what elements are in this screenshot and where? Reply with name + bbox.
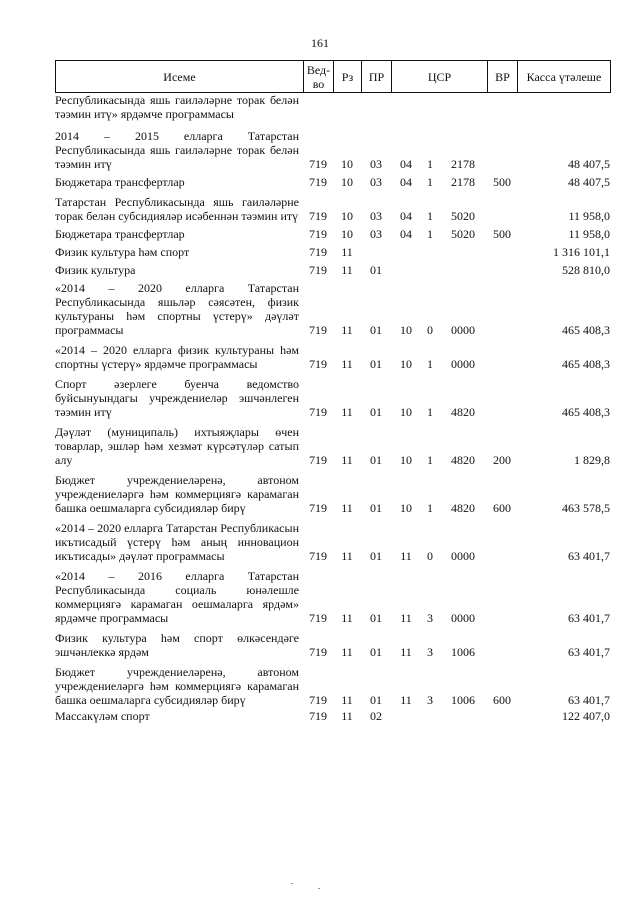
row-rz: 11	[341, 709, 353, 723]
row-amount: 465 408,3	[562, 323, 610, 337]
row-csr-code: 4820	[451, 453, 475, 467]
row-vr	[487, 189, 517, 223]
scan-speck	[291, 883, 293, 884]
row-csr-program	[391, 259, 421, 277]
table-row	[55, 563, 610, 625]
row-amount: 63 401,7	[568, 645, 610, 659]
row-pr: 02	[370, 709, 382, 723]
row-rz: 11	[341, 549, 353, 563]
row-vr: 500	[493, 175, 511, 189]
row-ved: 719	[309, 175, 327, 189]
row-csr-program: 10	[400, 357, 412, 371]
row-csr-subprogram: 0	[427, 549, 433, 563]
table-row	[55, 171, 610, 189]
table-row	[55, 659, 610, 707]
col-header-name: Исеме	[56, 61, 304, 93]
row-ved: 719	[309, 245, 327, 259]
row-vr	[487, 241, 517, 259]
row-name: Бюджет учреждениеләренә, автоном учреждениеләргә һәм коммерциягә карамаган башка оешмаларга субсидияләр бирү	[55, 473, 299, 515]
row-csr-subprogram	[421, 707, 439, 723]
row-csr-subprogram: 1	[427, 157, 433, 171]
row-csr-code	[439, 259, 487, 277]
col-header-vr: ВР	[488, 61, 518, 93]
table-header	[55, 60, 611, 93]
row-name: «2014 – 2020 елларга Татарстан Республикасында яшьләр сәясәтен, физик культураны һәм спортны үстерү» дәүләт программасы	[55, 281, 299, 337]
row-csr-subprogram: 1	[427, 405, 433, 419]
row-name: Спорт әзерлеге буенча ведомство буйсынуындагы учреждениеләр эшчәнлеген тәэмин итү	[55, 377, 299, 419]
row-ved: 719	[309, 405, 327, 419]
row-csr-code	[439, 241, 487, 259]
row-pr: 03	[370, 157, 382, 171]
row-csr-program: 04	[400, 157, 412, 171]
row-csr-program: 04	[400, 175, 412, 189]
row-csr-subprogram: 1	[427, 357, 433, 371]
row-name: «2014 – 2016 елларга Татарстан Республикасында социаль юнәлешле коммерциягә карамаган оешмаларга ярдәм» ярдәмче программасы	[55, 569, 299, 625]
row-rz	[333, 93, 361, 121]
row-name: Дәүләт (муниципаль) ихтыяҗлары өчен товарлар, эшләр һәм хезмәт күрсәтүләр сатып алу	[55, 425, 299, 467]
row-amount: 48 407,5	[568, 157, 610, 171]
row-csr-code: 1006	[451, 693, 475, 707]
row-csr-subprogram: 1	[427, 501, 433, 515]
row-vr	[487, 259, 517, 277]
table-row	[55, 371, 610, 419]
row-vr	[487, 337, 517, 371]
table-row	[55, 189, 610, 223]
row-csr-subprogram: 1	[427, 209, 433, 223]
row-name: «2014 – 2020 елларга Татарстан Республикасын икътисадый үстерү һәм аның инновацион икътисады» дәүләт программасы	[55, 521, 299, 563]
row-rz: 11	[341, 245, 353, 259]
row-rz: 11	[341, 357, 353, 371]
row-pr	[361, 241, 391, 259]
row-amount: 11 958,0	[568, 209, 610, 223]
row-csr-code	[439, 707, 487, 723]
row-csr-code: 2178	[451, 175, 475, 189]
row-ved	[303, 93, 333, 121]
row-csr-subprogram: 0	[427, 323, 433, 337]
row-vr	[487, 371, 517, 419]
row-amount: 11 958,0	[568, 227, 610, 241]
row-ved: 719	[309, 357, 327, 371]
row-rz: 10	[341, 209, 353, 223]
row-csr-subprogram: 1	[427, 175, 433, 189]
row-csr-subprogram	[421, 259, 439, 277]
row-rz: 10	[341, 157, 353, 171]
row-ved: 719	[309, 501, 327, 515]
row-ved: 719	[309, 157, 327, 171]
budget-table	[55, 93, 610, 723]
table-row	[55, 707, 610, 723]
row-amount: 465 408,3	[562, 357, 610, 371]
row-name: Республикасында яшь гаиләләрне торак белән тәэмин итү» ярдәмче программасы	[55, 93, 299, 121]
row-csr-subprogram	[421, 93, 439, 121]
row-csr-subprogram: 1	[427, 453, 433, 467]
row-pr: 03	[370, 209, 382, 223]
row-amount: 63 401,7	[568, 693, 610, 707]
table-row	[55, 223, 610, 241]
table-row	[55, 625, 610, 659]
row-ved: 719	[309, 263, 327, 277]
row-rz: 11	[341, 645, 353, 659]
row-ved: 719	[309, 709, 327, 723]
table-row	[55, 337, 610, 371]
row-amount: 465 408,3	[562, 405, 610, 419]
row-csr-program: 11	[400, 611, 412, 625]
row-amount: 528 810,0	[562, 263, 610, 277]
row-csr-program	[391, 93, 421, 121]
row-csr-code: 4820	[451, 501, 475, 515]
row-pr: 01	[370, 611, 382, 625]
row-ved: 719	[309, 549, 327, 563]
row-csr-subprogram: 1	[427, 227, 433, 241]
row-csr-program: 10	[400, 323, 412, 337]
table-row	[55, 419, 610, 467]
row-name: 2014 – 2015 елларга Татарстан Республикасында яшь гаиләләрне торак белән тәэмин итү	[55, 129, 299, 171]
row-csr-code: 0000	[451, 549, 475, 563]
row-vr	[487, 277, 517, 337]
row-pr: 01	[370, 693, 382, 707]
row-vr: 500	[493, 227, 511, 241]
col-header-pr: ПР	[362, 61, 392, 93]
row-vr	[487, 121, 517, 171]
row-vr: 600	[493, 501, 511, 515]
col-header-csr: ЦСР	[392, 61, 488, 93]
row-ved: 719	[309, 209, 327, 223]
row-pr: 01	[370, 501, 382, 515]
row-csr-program: 11	[400, 693, 412, 707]
row-name: Физик культура һәм спорт өлкәсендәге эшчәнлеккә ярдәм	[55, 631, 299, 659]
row-vr	[487, 563, 517, 625]
row-ved: 719	[309, 323, 327, 337]
row-csr-program: 04	[400, 209, 412, 223]
row-vr	[487, 93, 517, 121]
row-vr	[487, 515, 517, 563]
row-amount: 63 401,7	[568, 549, 610, 563]
row-amount	[517, 93, 610, 121]
row-rz: 11	[341, 611, 353, 625]
row-pr: 01	[370, 263, 382, 277]
row-amount: 1 316 101,1	[553, 245, 610, 259]
row-ved: 719	[309, 693, 327, 707]
table-row	[55, 259, 610, 277]
row-pr: 01	[370, 405, 382, 419]
row-csr-program	[391, 707, 421, 723]
table-row	[55, 467, 610, 515]
scan-speck	[318, 888, 320, 889]
row-ved: 719	[309, 611, 327, 625]
row-csr-code: 4820	[451, 405, 475, 419]
row-amount: 1 829,8	[574, 453, 610, 467]
row-csr-subprogram: 3	[427, 611, 433, 625]
row-pr: 03	[370, 175, 382, 189]
row-rz: 11	[341, 405, 353, 419]
page-number: 161	[311, 36, 329, 50]
row-pr: 01	[370, 323, 382, 337]
row-name: Татарстан Республикасында яшь гаиләләрне торак белән субсидияләр исәбеннән тәэмин итү	[55, 195, 299, 223]
row-rz: 11	[341, 263, 353, 277]
row-name: Бюджетара трансфертлар	[55, 227, 185, 241]
row-csr-code: 0000	[451, 611, 475, 625]
row-pr: 01	[370, 549, 382, 563]
row-csr-code: 5020	[451, 209, 475, 223]
table-row	[55, 121, 610, 171]
row-amount: 463 578,5	[562, 501, 610, 515]
row-rz: 11	[341, 323, 353, 337]
col-header-ved: Вед-во	[304, 61, 334, 93]
row-amount: 63 401,7	[568, 611, 610, 625]
row-pr: 01	[370, 645, 382, 659]
row-csr-code: 0000	[451, 323, 475, 337]
row-vr	[487, 707, 517, 723]
row-pr	[361, 93, 391, 121]
row-name: Физик культура һәм спорт	[55, 245, 190, 259]
row-name: «2014 – 2020 елларга физик культураны һәм спортны үстерү» ярдәмче программасы	[55, 343, 299, 371]
row-csr-program: 11	[400, 549, 412, 563]
row-csr-code: 5020	[451, 227, 475, 241]
row-rz: 11	[341, 501, 353, 515]
row-csr-code: 0000	[451, 357, 475, 371]
row-csr-subprogram	[421, 241, 439, 259]
table-row	[55, 277, 610, 337]
col-header-kassa: Касса үтәлеше	[518, 61, 611, 93]
row-amount: 48 407,5	[568, 175, 610, 189]
col-header-rz: Рз	[334, 61, 362, 93]
row-csr-program: 10	[400, 501, 412, 515]
row-csr-program: 11	[400, 645, 412, 659]
row-csr-program	[391, 241, 421, 259]
row-vr: 200	[493, 453, 511, 467]
row-csr-program: 10	[400, 405, 412, 419]
row-name: Бюджетара трансфертлар	[55, 175, 185, 189]
row-vr	[487, 625, 517, 659]
row-amount: 122 407,0	[562, 709, 610, 723]
row-rz: 11	[341, 693, 353, 707]
row-rz: 11	[341, 453, 353, 467]
table-row	[55, 515, 610, 563]
row-csr-program: 10	[400, 453, 412, 467]
table-row	[55, 241, 610, 259]
row-ved: 719	[309, 227, 327, 241]
row-vr: 600	[493, 693, 511, 707]
table-row	[55, 93, 610, 121]
row-pr: 03	[370, 227, 382, 241]
row-csr-code	[439, 93, 487, 121]
row-rz: 10	[341, 175, 353, 189]
row-name: Физик культура	[55, 263, 136, 277]
row-name: Массакүләм спорт	[55, 709, 150, 723]
row-csr-subprogram: 3	[427, 693, 433, 707]
row-rz: 10	[341, 227, 353, 241]
row-csr-subprogram: 3	[427, 645, 433, 659]
row-csr-code: 2178	[451, 157, 475, 171]
row-pr: 01	[370, 453, 382, 467]
row-ved: 719	[309, 453, 327, 467]
row-csr-code: 1006	[451, 645, 475, 659]
row-pr: 01	[370, 357, 382, 371]
row-ved: 719	[309, 645, 327, 659]
row-name: Бюджет учреждениеләренә, автоном учреждениеләргә һәм коммерциягә карамаган башка оешмаларга субсидияләр бирү	[55, 665, 299, 707]
row-csr-program: 04	[400, 227, 412, 241]
